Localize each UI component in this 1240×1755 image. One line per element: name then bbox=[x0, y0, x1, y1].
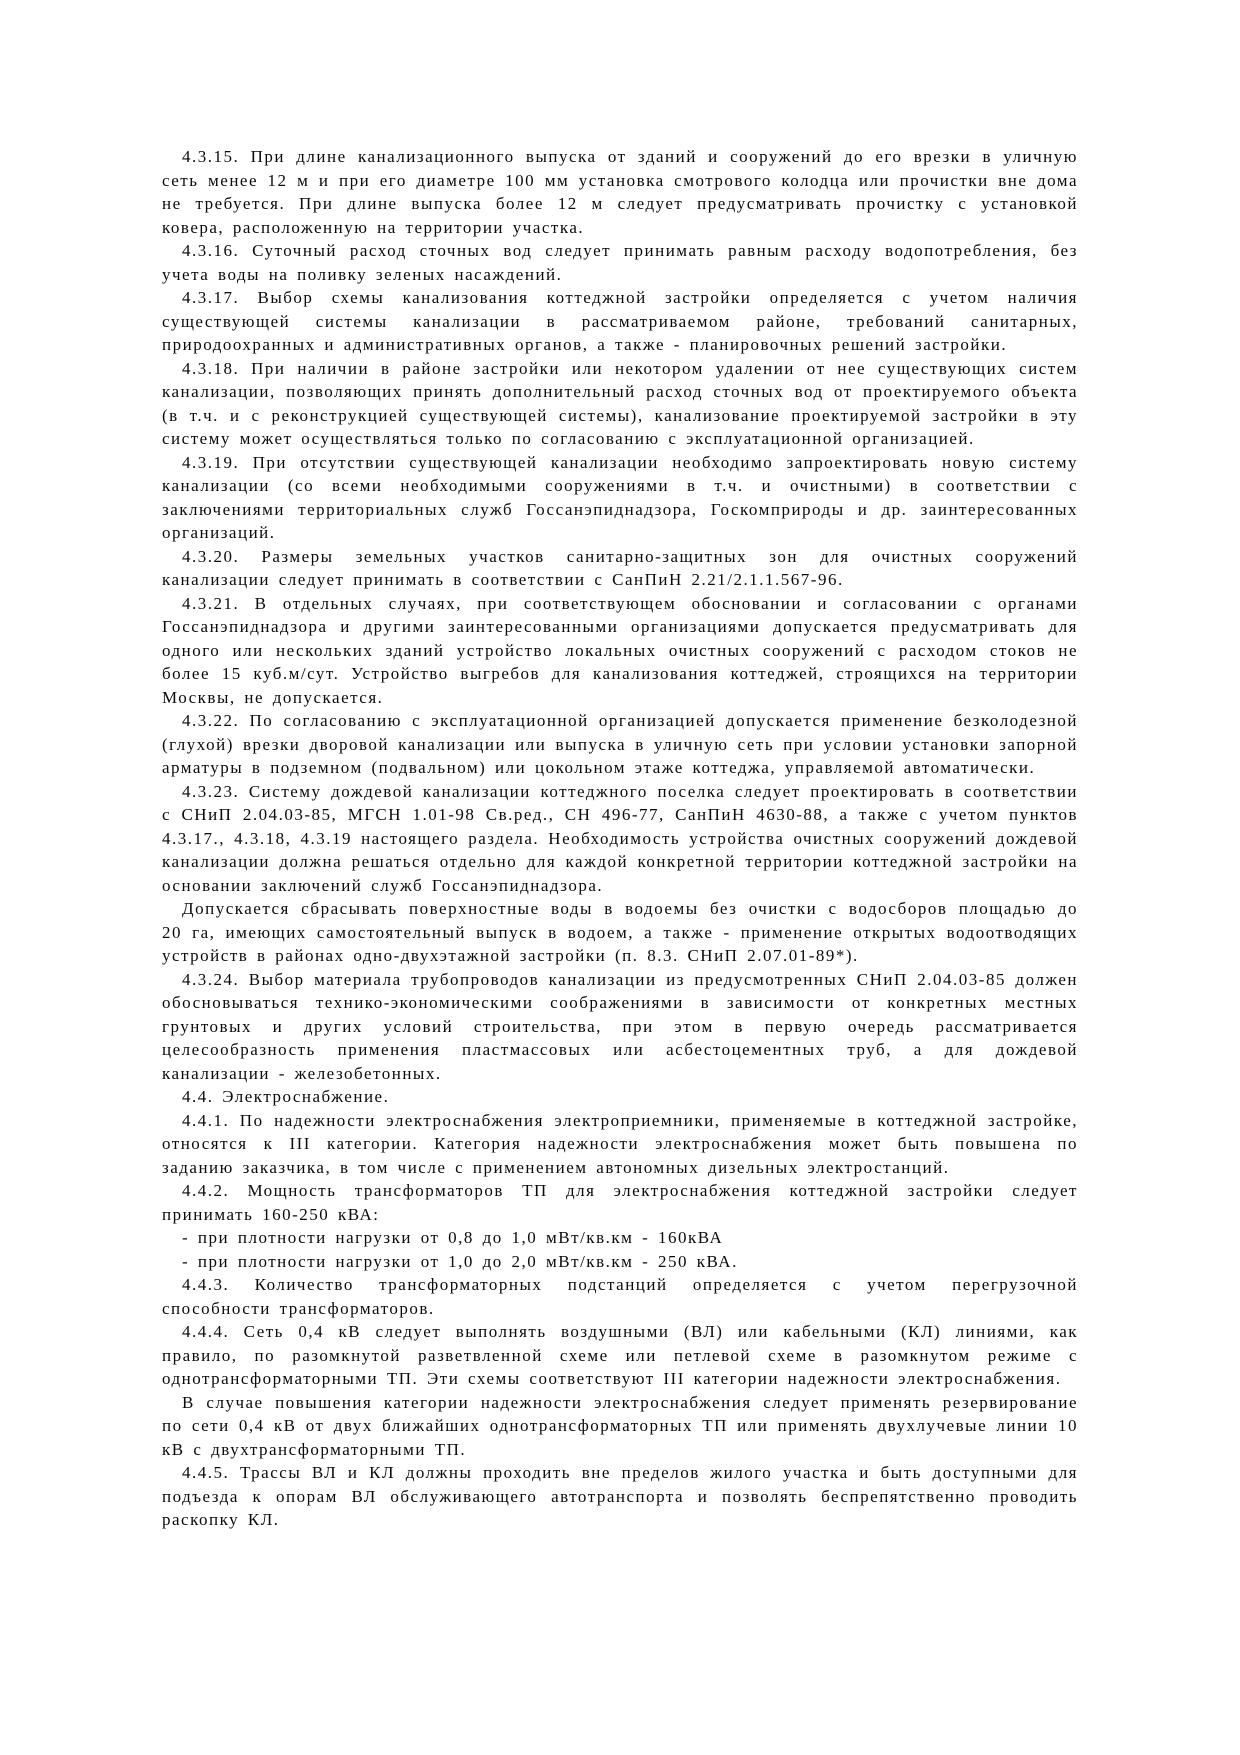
paragraph: 4.3.19. При отсутствии существующей канализации необходимо запроектировать новую систему канализации (со всеми необходимыми сооружениями в т.ч. и очистными) в соответствии с заключениями территориальных служб Госсанэпиднадзора, Госкомприроды и др. заинтересованных организаций. bbox=[162, 452, 1078, 542]
paragraph: 4.3.15. При длине канализационного выпуска от зданий и сооружений до его врезки в уличную сеть менее 12 м и при его диаметре 100 мм установка смотрового колодца или прочистки вне дома не требуется. При длине выпуска более 12 м следует предусматривать прочистку с установкой ковера, расположенную на территории участка. bbox=[162, 147, 1078, 237]
paragraph: - при плотности нагрузки от 0,8 до 1,0 мВт/кв.км - 160кВА bbox=[182, 1228, 724, 1247]
paragraph: 4.4.1. По надежности электроснабжения электроприемники, применяемые в коттеджной застройке, относятся к III категории. Категория надежности электроснабжения может быть повышена по заданию заказчика, в том числе с применением автономных дизельных электростанций. bbox=[162, 1110, 1078, 1177]
paragraph: 4.3.16. Суточный расход сточных вод следует принимать равным расходу водопотребления, без учета воды на поливку зеленых насаждений. bbox=[162, 241, 1078, 284]
paragraph: 4.4.4. Сеть 0,4 кВ следует выполнять воздушными (ВЛ) или кабельными (КЛ) линиями, как правило, по разомкнутой разветвленной схеме или петлевой схеме в разомкнутом режиме с однотрансформаторными ТП. Эти схемы соответствуют III категории надежности электроснабжения. bbox=[162, 1322, 1078, 1388]
document-body bbox=[162, 145, 1078, 1532]
paragraph: 4.3.21. В отдельных случаях, при соответствующем обосновании и согласовании с органами Госсанэпиднадзора и другими заинтересованными организациями допускается предусматривать для одного или нескольких зданий устройство локальных очистных сооружений с расходом стоков не более 15 куб.м/сут. Устройство выгребов для канализования коттеджей, строящихся на территории Москвы, не допускается. bbox=[162, 593, 1078, 707]
paragraph: 4.3.17. Выбор схемы канализования коттеджной застройки определяется с учетом наличия существующей системы канализации в рассматриваемом районе, требований санитарных, природоохранных и административных органов, а также - планировочных решений застройки. bbox=[162, 288, 1078, 354]
paragraph: В случае повышения категории надежности электроснабжения следует применять резервирование по сети 0,4 кВ от двух ближайших однотрансформаторных ТП или применять двухлучевые линии 10 кВ с двухтрансформаторными ТП. bbox=[162, 1392, 1078, 1459]
paragraph: 4.3.22. По согласованию с эксплуатационной организацией допускается применение безколодезной (глухой) врезки дворовой канализации или выпуска в уличную сеть при условии установки запорной арматуры в подземном (подвальном) или цокольном этаже коттеджа, управляемой автоматически. bbox=[162, 711, 1078, 777]
paragraph: 4.3.20. Размеры земельных участков санитарно-защитных зон для очистных сооружений канализации следует принимать в соответствии с СанПиН 2.21/2.1.1.567-96. bbox=[162, 546, 1078, 589]
paragraph: - при плотности нагрузки от 1,0 до 2,0 мВт/кв.км - 250 кВА. bbox=[182, 1251, 738, 1271]
paragraph: 4.3.24. Выбор материала трубопроводов канализации из предусмотренных СНиП 2.04.03-85 должен обосновываться технико-экономическими соображениями в зависимости от конкретных местных грунтовых и других условий строительства, при этом в первую очередь рассматривается целесообразность применения пластмассовых или асбестоцементных труб, а для дождевой канализации - железобетонных. bbox=[162, 969, 1078, 1083]
paragraph: 4.4.3. Количество трансформаторных подстанций определяется с учетом перегрузочной способности трансформаторов. bbox=[162, 1275, 1078, 1318]
paragraph: 4.3.23. Систему дождевой канализации коттеджного поселка следует проектировать в соответствии с СНиП 2.04.03-85, МГСН 1.01-98 Св.ред., СН 496-77, СанПиН 4630-88, а также с учетом пунктов 4.3.17., 4.3.18, 4.3.19 настоящего раздела. Необходимость устройства очистных сооружений дождевой канализации должна решаться отдельно для каждой конкретной территории коттеджной застройки на основании заключений служб Госсанэпиднадзора. bbox=[162, 781, 1078, 895]
paragraph: 4.3.18. При наличии в районе застройки или некотором удалении от нее существующих систем канализации, позволяющих принять дополнительный расход сточных вод от проектируемого объекта (в т.ч. и с реконструкцией существующей системы), канализование проектируемой застройки в эту систему может осуществляться только по согласованию с эксплуатационной организацией. bbox=[162, 358, 1078, 448]
paragraph: 4.4.2. Мощность трансформаторов ТП для электроснабжения коттеджной застройки следует принимать 160-250 кВА: bbox=[162, 1181, 1078, 1224]
paragraph: 4.4. Электроснабжение. bbox=[182, 1087, 390, 1106]
paragraph: Допускается сбрасывать поверхностные воды в водоемы без очистки с водосборов площадью до 20 га, имеющих самостоятельный выпуск в водоем, а также - применение открытых водоотводящих устройств в районах одно-двухэтажной застройки (п. 8.3. СНиП 2.07.01-89*). bbox=[162, 899, 1078, 965]
paragraph: 4.4.5. Трассы ВЛ и КЛ должны проходить вне пределов жилого участка и быть доступными для подъезда к опорам ВЛ обслуживающего автотранспорта и позволять беспрепятственно проводить раскопку КЛ. bbox=[162, 1463, 1078, 1529]
